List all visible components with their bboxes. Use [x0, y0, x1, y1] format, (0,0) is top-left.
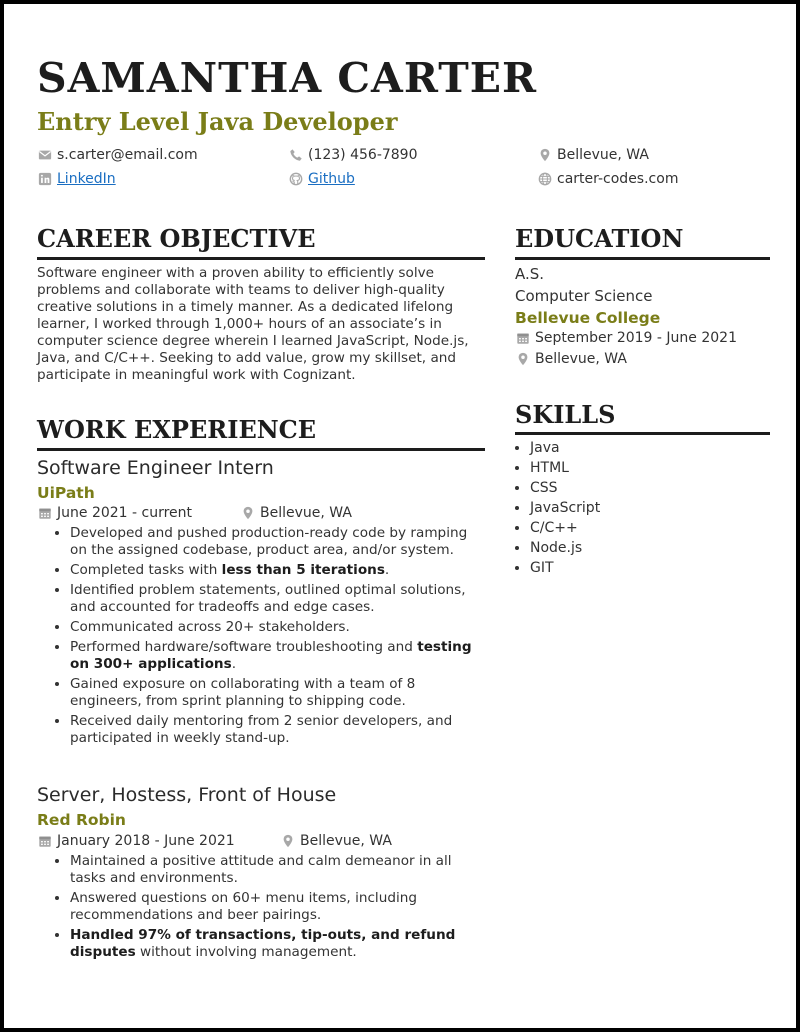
github-link[interactable]: Github	[308, 171, 355, 187]
education-divider	[515, 257, 770, 260]
bullet-item: • Gained exposure on collaborating with a team of 8 engineers, from sprint planning to shipping code.	[70, 676, 488, 710]
education-field: Computer Science	[515, 287, 653, 305]
contact-linkedin	[37, 171, 116, 187]
job-title: Software Engineer Intern	[37, 457, 274, 479]
contact-phone	[288, 147, 418, 163]
bullet-item: • Identified problem statements, outlined optimal solutions, and accounted for tradeoffs and edge cases.	[70, 582, 488, 616]
job-location	[240, 505, 352, 521]
education-dates-text: September 2019 - June 2021	[535, 330, 737, 346]
skill-item: • Java	[530, 438, 600, 458]
github-icon	[288, 171, 304, 187]
phone-icon	[288, 147, 304, 163]
work-experience-heading: WORK EXPERIENCE	[37, 415, 317, 444]
skill-item: • C/C++	[530, 518, 600, 538]
bullet-item: • Developed and pushed production-ready code by ramping on the assigned codebase, product area, and/or system.	[70, 525, 488, 559]
job-title: Server, Hostess, Front of House	[37, 784, 337, 806]
email-text: s.carter@email.com	[57, 147, 198, 163]
calendar-icon	[37, 505, 53, 521]
bullet-item: • Completed tasks with less than 5 iterations.	[70, 562, 488, 579]
contact-github	[288, 171, 355, 187]
job-company: UiPath	[37, 484, 95, 502]
education-dates	[515, 330, 737, 346]
bullet-item: • Performed hardware/software troubleshooting and testing on 300+ applications.	[70, 639, 488, 673]
map-pin-icon	[537, 147, 553, 163]
location-text: Bellevue, WA	[557, 147, 649, 163]
map-pin-icon	[280, 833, 296, 849]
job-dates	[37, 505, 192, 521]
bullet-item: • Received daily mentoring from 2 senior developers, and participated in weekly stand-up.	[70, 713, 488, 747]
career-objective-text: Software engineer with a proven ability to efficiently solve problems and collaborate with teams to deliver high-quality creative solutions in a timely manner. As a dedicated lifelong learner, I worked through 1,000+ hours of an associate’s in computer science degree wherein I learned JavaScript, Node.js, Java, and C/C++. Seeking to add value, grow my skillset, and participate in meaningful work with Cognizant.	[37, 265, 469, 383]
skills-list	[500, 438, 600, 578]
contact-website	[537, 171, 678, 187]
candidate-role: Entry Level Java Developer	[37, 107, 398, 136]
skill-item: • CSS	[530, 478, 600, 498]
bullet-item: • Answered questions on 60+ menu items, including recommendations and beer pairings.	[70, 890, 488, 924]
phone-text: (123) 456-7890	[308, 147, 418, 163]
envelope-icon	[37, 147, 53, 163]
contact-email	[37, 147, 198, 163]
calendar-icon	[515, 330, 531, 346]
bullet-item: • Maintained a positive attitude and calm demeanor in all tasks and environments.	[70, 853, 488, 887]
job-bullets	[38, 853, 488, 964]
career-objective-heading: CAREER OBJECTIVE	[37, 224, 316, 253]
education-location	[515, 351, 627, 367]
map-pin-icon	[515, 351, 531, 367]
job-location-text: Bellevue, WA	[260, 505, 352, 521]
calendar-icon	[37, 833, 53, 849]
education-school: Bellevue College	[515, 309, 661, 327]
globe-icon	[537, 171, 553, 187]
job-location-text: Bellevue, WA	[300, 833, 392, 849]
career-objective-divider	[37, 257, 485, 260]
education-heading: EDUCATION	[515, 224, 684, 253]
skills-heading: SKILLS	[515, 400, 616, 429]
skill-item: • Node.js	[530, 538, 600, 558]
bullet-item: • Communicated across 20+ stakeholders.	[70, 619, 488, 636]
skill-item: • JavaScript	[530, 498, 600, 518]
education-location-text: Bellevue, WA	[535, 351, 627, 367]
skills-divider	[515, 432, 770, 435]
job-bullets	[38, 525, 488, 750]
candidate-name: SAMANTHA CARTER	[37, 54, 538, 102]
job-dates-text: June 2021 - current	[57, 505, 193, 521]
map-pin-icon	[240, 505, 256, 521]
contact-location	[537, 147, 649, 163]
linkedin-link[interactable]: LinkedIn	[57, 171, 116, 187]
job-dates	[37, 833, 235, 849]
education-degree: A.S.	[515, 265, 545, 283]
skill-item: • HTML	[530, 458, 600, 478]
job-dates-text: January 2018 - June 2021	[57, 833, 235, 849]
website-text: carter-codes.com	[557, 171, 679, 187]
skill-item: • GIT	[530, 558, 600, 578]
linkedin-icon	[37, 171, 53, 187]
job-company: Red Robin	[37, 811, 126, 829]
job-location	[280, 833, 392, 849]
work-experience-divider	[37, 448, 485, 451]
bullet-item: • Handled 97% of transactions, tip-outs, and refund disputes without involving management.	[70, 927, 488, 961]
